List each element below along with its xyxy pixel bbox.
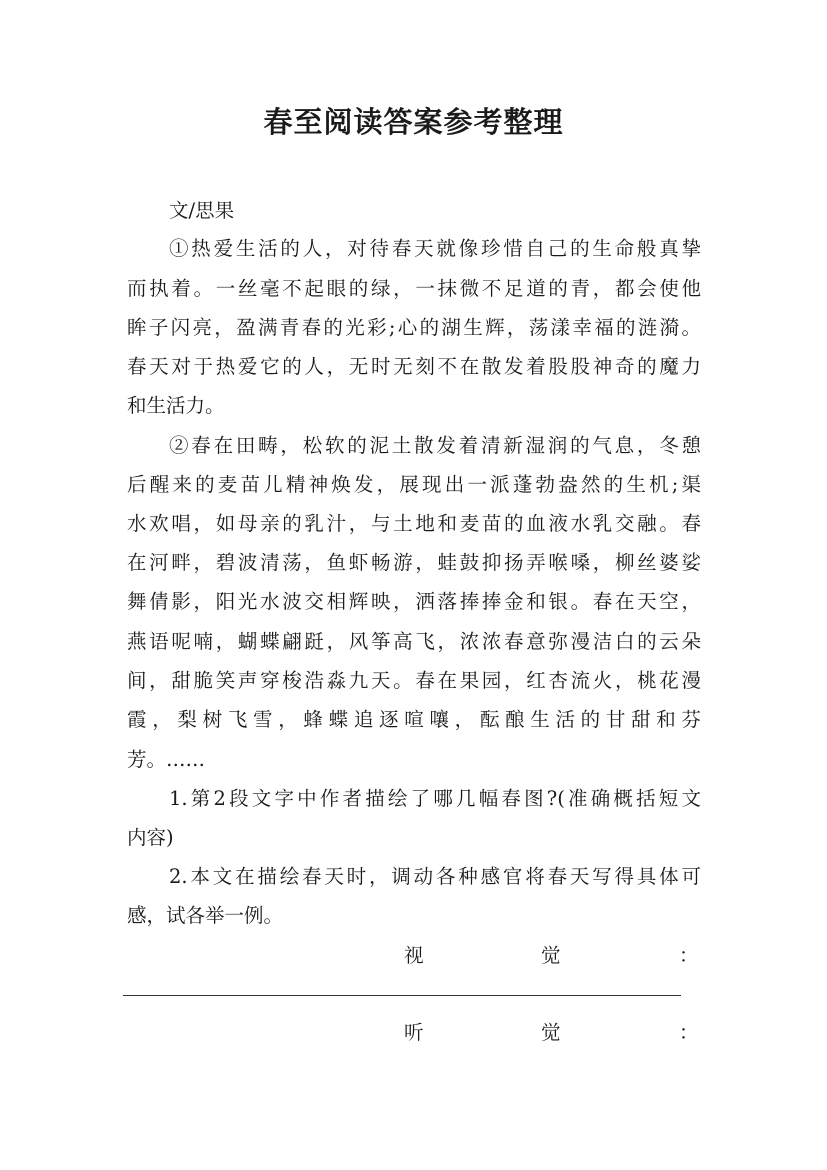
question-2-line-1: 2.本文在描绘春天时，调动各种感官将春天写得具体可	[169, 865, 701, 888]
paragraph-2-line-3: 水欢唱，如母亲的乳汁，与土地和麦苗的血液水乳交融。春	[127, 512, 701, 535]
answer-underline	[123, 995, 681, 996]
blank-hearing-char-2: 觉	[541, 1021, 561, 1044]
document-title: 春至阅读答案参考整理	[263, 105, 564, 139]
paragraph-1-line-1: ①热爱生活的人，对待春天就像珍惜自己的生命般真挚	[169, 237, 701, 260]
paragraph-2-line-5: 舞倩影，阳光水波交相辉映，洒落捧捧金和银。春在天空，	[127, 590, 701, 613]
paragraph-2-line-1: ②春在田畴，松软的泥土散发着清新湿润的气息，冬憩	[169, 434, 701, 457]
blank-hearing-char-1: 听	[404, 1021, 424, 1044]
blank-hearing-colon: ：	[679, 1021, 699, 1044]
blank-visual-char-2: 觉	[541, 944, 561, 967]
paragraph-1-line-4: 春天对于热爱它的人，无时无刻不在散发着股股神奇的魔力	[127, 355, 701, 378]
paragraph-1-line-2: 而执着。一丝毫不起眼的绿，一抹微不足道的青，都会使他	[127, 277, 701, 300]
paragraph-2-line-8: 霞，梨树飞雪，蜂蝶追逐喧嚷，酝酿生活的甘甜和芬	[127, 708, 701, 731]
paragraph-2-line-9: 芳。……	[127, 748, 206, 771]
paragraph-1-line-5: 和生活力。	[127, 394, 225, 417]
paragraph-1-line-3: 眸子闪亮，盈满青春的光彩;心的湖生辉，荡漾幸福的涟漪。	[127, 316, 701, 339]
paragraph-2-line-2: 后醒来的麦苗儿精神焕发，展现出一派蓬勃盎然的生机;渠	[127, 473, 701, 496]
blank-visual-row	[127, 944, 699, 968]
question-1-line-1: 1.第2段文字中作者描绘了哪几幅春图?(准确概括短文	[169, 787, 701, 810]
blank-visual-char-1: 视	[404, 944, 424, 967]
author-line: 文/思果	[169, 199, 235, 222]
blank-hearing-row	[127, 1021, 699, 1045]
question-1-line-2: 内容)	[127, 826, 174, 849]
paragraph-2-line-7: 间，甜脆笑声穿梭浩淼九天。春在果园，红杏流火，桃花漫	[127, 669, 701, 692]
question-2-line-2: 感，试各举一例。	[127, 904, 284, 927]
blank-visual-colon: ：	[679, 944, 699, 967]
paragraph-2-line-6: 燕语呢喃，蝴蝶翩跹，风筝高飞，浓浓春意弥漫洁白的云朵	[127, 630, 701, 653]
paragraph-2-line-4: 在河畔，碧波清荡，鱼虾畅游，蛙鼓抑扬弄喉嗓，柳丝婆娑	[127, 551, 701, 574]
